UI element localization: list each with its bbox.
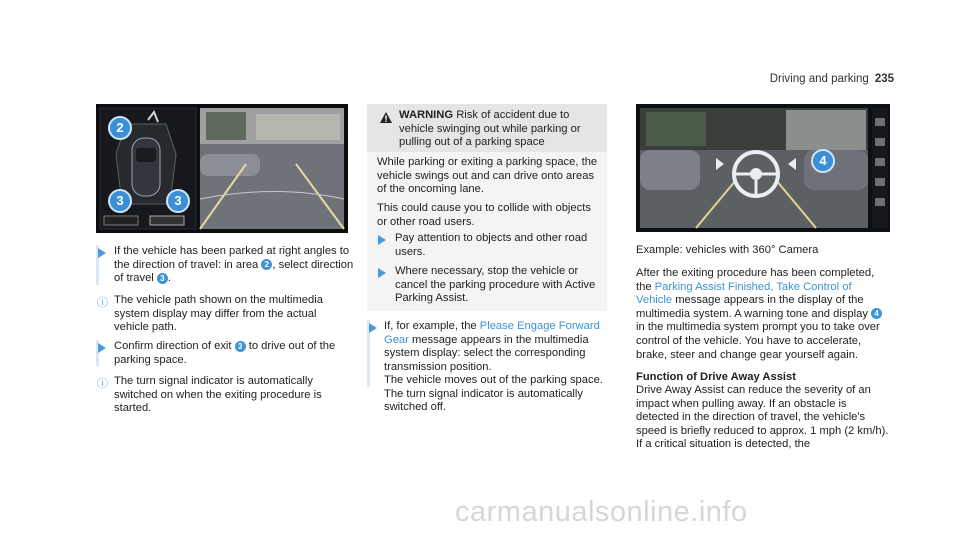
step-text: to drive out of the parking space.: [114, 340, 336, 366]
page-header: [770, 73, 894, 85]
info-vehicle-path: The vehicle path shown on the multimedia system display may differ from the actual vehicle path.: [114, 294, 323, 334]
warning-title: [399, 109, 601, 150]
section-title: Driving and parking: [769, 73, 869, 85]
step-text: , select direction of travel: [114, 258, 354, 285]
paragraph-text: message appears in the display of the multimedia system. A warning tone and display: [636, 294, 868, 320]
number-badge: 3: [157, 273, 168, 284]
vehicle-moves-out-text: The vehicle moves out of the parking space. The turn signal indicator is automatically switched off.: [384, 374, 603, 414]
callout-4: 4: [811, 149, 835, 173]
step-arrow-icon: [369, 323, 377, 333]
warning-paragraph-2: This could cause you to collide with objects or other road users.: [377, 202, 591, 228]
camera-360-image: [636, 104, 890, 232]
paragraph-text: in the multimedia system prompt you to take over control of the vehicle. You have to accelerate, brake, steer and change gear yourself again.: [636, 321, 880, 361]
paragraph-text: After the exiting procedure has been completed, the: [636, 267, 875, 293]
step-text: .: [167, 272, 172, 285]
image-caption: Example: vehicles with 360° Camera: [636, 244, 819, 256]
display-message-parking-finished: Parking Assist Finished, Take Control of Vehicle: [636, 280, 852, 307]
step-exit-direction: [114, 245, 354, 286]
step-arrow-icon: [98, 343, 106, 353]
warning-risk: Risk of accident due to vehicle swinging out while parking or pulling out of a parking space: [399, 109, 581, 149]
drive-away-assist-heading: Function of Drive Away Assist: [636, 371, 796, 383]
drive-away-assist-paragraph: Drive Away Assist can reduce the severity of an impact when pulling away. If an obstacle is detected in the direction of travel, the vehicle's speed is briefly reduced to approx. 1 mph (2 km/h). If a critical situation is detected, the: [636, 384, 889, 451]
number-badge: 2: [261, 259, 272, 270]
exit-completed-paragraph: [636, 267, 890, 362]
step-confirm-exit: [114, 340, 354, 367]
step-text: message appears in the multimedia system display: select the corresponding transmission position.: [384, 333, 589, 373]
warning-box: [367, 104, 607, 311]
parking-display-illustration: [96, 104, 348, 233]
number-badge: 3: [235, 341, 246, 352]
step-arrow-icon: [98, 248, 106, 258]
callout-2: 2: [108, 116, 132, 140]
parking-display-image: [96, 104, 348, 233]
info-icon: ⓘ: [97, 297, 108, 309]
number-badge: 4: [871, 308, 882, 319]
step-text: If the vehicle has been parked at right angles to the direction of travel: in area: [114, 245, 350, 271]
warning-bullet-2: Where necessary, stop the vehicle or cancel the parking procedure with Active Parking Assist.: [395, 265, 596, 305]
info-icon: ⓘ: [97, 378, 108, 390]
callout-3-left: 3: [108, 189, 132, 213]
callout-3-right: 3: [166, 189, 190, 213]
watermark: carmanualsonline.info: [455, 496, 748, 528]
info-turn-signal: The turn signal indicator is automatically switched on when the exiting procedure is started.: [114, 375, 322, 415]
warning-label: WARNING: [399, 109, 454, 121]
warning-triangle-icon: [379, 111, 393, 124]
warning-paragraph-1: While parking or exiting a parking space, the vehicle swings out and can drive onto areas of the oncoming lane.: [377, 156, 598, 196]
step-text: If, for example, the: [384, 320, 477, 332]
page-number: 235: [874, 73, 894, 85]
step-engage-gear: [384, 320, 624, 374]
step-text: Confirm direction of exit: [114, 340, 232, 352]
step-arrow-icon: [378, 268, 386, 278]
step-arrow-icon: [378, 235, 386, 245]
display-message-engage-gear: Please Engage Forward Gear: [384, 320, 600, 346]
camera-360-illustration: [636, 104, 890, 232]
warning-bullet-1: Pay attention to objects and other road users.: [395, 232, 588, 258]
